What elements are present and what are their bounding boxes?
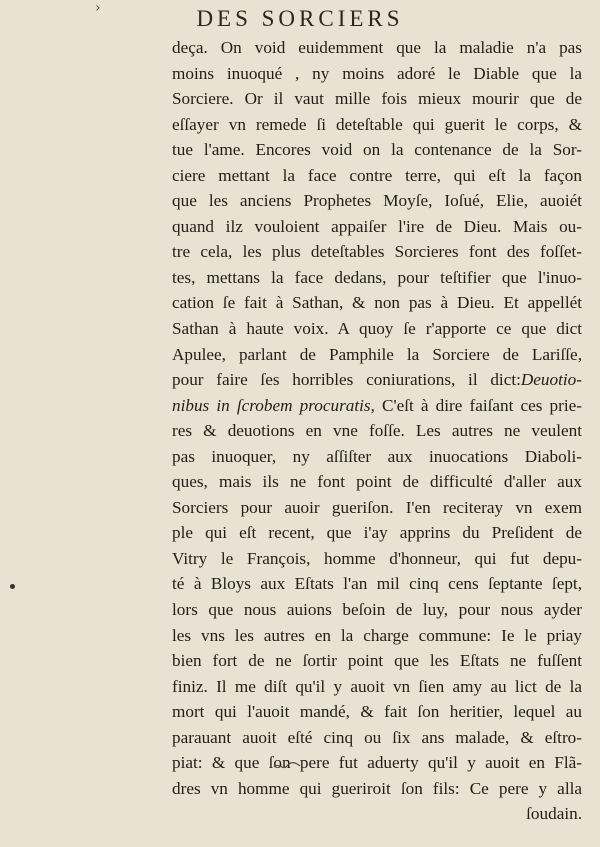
running-head: DES SORCIERS	[196, 6, 404, 31]
text-line-30: dres vn homme qui gueriroit ſon fils: Ce pere y alla	[172, 778, 582, 798]
text-line-10: tes, mettans la face dedans, pour teſtifier que l'inuo-	[172, 267, 582, 287]
text-line-13: Apulee, parlant de Pamphile la Sorciere de Lariſſe,	[172, 344, 582, 364]
text-line-21: Vitry le François, homme d'honneur, qui fut depu-	[172, 548, 582, 568]
latin-quote: Deuotio-	[520, 370, 582, 390]
text-line-28: parauant auoit eſté cinq ou ſix ans malade, & eſtro-	[172, 727, 582, 747]
text-line-12: Sathan à haute voix. A quoy ſe r'apporte ce que dict	[172, 319, 582, 339]
text-line-9: tre cela, les plus deteſtables Sorcieres font des foſſet-	[172, 242, 582, 262]
text-line-3: Sorciere. Or il vaut mille fois mieux mourir que de	[172, 89, 582, 109]
text-line-6: ciere mettant la face contre terre, qui eſt la façon	[172, 165, 582, 185]
text-line-5: tue l'ame. Encores void on la contenance de la Sor-	[172, 140, 582, 160]
text-line-22: té à Bloys aux Eſtats l'an mil cinq cens ſeptante ſept,	[172, 574, 582, 594]
text-line-29: piat: & que ſon pere fut aduerty qu'il y auoit en Flã-	[172, 753, 582, 773]
margin-dot	[10, 584, 15, 589]
footer-ornament-icon	[272, 760, 302, 772]
text-line-24: les vns les autres en la charge commune: Ie le priay	[172, 625, 582, 645]
text-line-4: eſſayer vn remede ſi deteſtable qui guerit le corps, &	[172, 114, 582, 134]
text-line-8: quand ilz vouloient appaiſer l'ire de Dieu. Mais ou-	[172, 216, 582, 236]
text-line-26: finiz. Il me diſt qu'il y auoit vn ſien amy au lict de la	[172, 676, 582, 696]
text-line-14	[172, 367, 582, 393]
roman-text: C'eſt à dire faiſant ces prie-	[374, 395, 582, 415]
text-line-18: ques, mais ils ne font point de difficulté d'aller aux	[172, 472, 582, 492]
text-line-19: Sorciers pour auoir gueriſon. I'en reciteray vn exem	[172, 497, 582, 517]
text-line-7: que les anciens Prophetes Moyſe, Ioſué, Elie, auoiét	[172, 191, 582, 211]
latin-quote: nibus in ſcrobem procuratis,	[172, 395, 375, 415]
body-text	[172, 35, 582, 827]
text-line-23: lors que nous auions beſoin de luy, pour nous ayder	[172, 600, 582, 620]
text-line-1: deça. On void euidemment que la maladie n'a pas	[172, 38, 582, 57]
text-line-15	[172, 393, 582, 419]
text-line-25: bien fort de ne ſortir point que les Eſtats ne fuſſent	[172, 651, 582, 671]
text-line-20: ple qui eſt recent, que i'ay apprins du Preſident de	[172, 523, 582, 543]
text-line-27: mort qui l'auoit mandé, & fait ſon heritier, lequel au	[172, 702, 582, 722]
text-line-31: ſoudain.	[526, 804, 582, 824]
page-mark: ›	[95, 0, 101, 16]
text-line-11: cation ſe fait à Sathan, & non pas à Dieu. Et appellét	[172, 293, 582, 313]
roman-text: pour faire ſes horribles coniurations, il dict:	[172, 370, 521, 390]
text-line-16: res & deuotions en vne foſſe. Les autres ne veulent	[172, 421, 582, 441]
text-line-17: pas inuoquer, ny aſſiſter aux inuocations Diaboli-	[172, 446, 582, 466]
text-line-2: moins inuoqué , ny moins adoré le Diable que la	[172, 63, 582, 83]
